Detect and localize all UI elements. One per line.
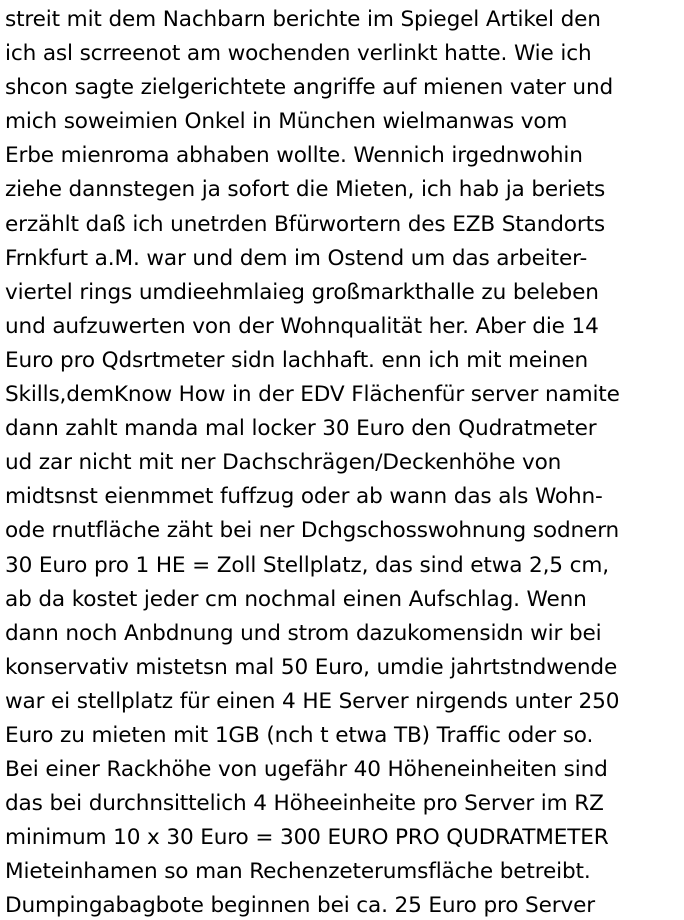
text-line: und aufzuwerten von der Wohnqualität her. Aber die 14 xyxy=(5,313,599,339)
text-line: Mieteinhamen so man Rechenzeterumsfläche betreibt. xyxy=(5,859,591,885)
text-line: ode rnutfläche zäht bei ner Dchgschosswohnung sodnern xyxy=(5,518,620,544)
text-line: ab da kostet jeder cm nochmal einen Aufschlag. Wenn xyxy=(5,586,587,612)
text-line: viertel rings umdieehmlaieg großmarkthalle zu beleben xyxy=(5,279,599,305)
text-line: streit mit dem Nachbarn berichte im Spiegel Artikel den xyxy=(5,7,601,32)
text-line: ud zar nicht mit ner Dachschrägen/Deckenhöhe von xyxy=(5,450,562,476)
text-line: ziehe dannstegen ja sofort die Mieten, ich hab ja beriets xyxy=(5,177,606,203)
text-line: mich soweimien Onkel in München wielmanwas vom xyxy=(5,109,568,135)
text-line: Dumpingabagbote beginnen bei ca. 25 Euro pro Server xyxy=(5,893,595,919)
text-line: Skills,demKnow How in der EDV Flächenfür server namite xyxy=(5,382,620,408)
text-line: Frnkfurt a.M. war und dem im Ostend um das arbeiter- xyxy=(5,245,588,271)
text-line: shcon sagte zielgerichtete angriffe auf mienen vater und xyxy=(5,75,614,101)
text-line: midtsnst eienmmet fuffzug oder ab wann das als Wohn- xyxy=(5,484,603,510)
text-line: Erbe mienroma abhaben wollte. Wennich irgednwohin xyxy=(5,143,583,169)
text-line: das bei durchnsittelich 4 Höheeinheite pro Server im RZ xyxy=(5,791,604,817)
text-line: ich asl scrreenot am wochenden verlinkt hatte. Wie ich xyxy=(5,41,592,67)
text-line: 30 Euro pro 1 HE = Zoll Stellplatz, das sind etwa 2,5 cm, xyxy=(5,552,609,578)
text-line: dann noch Anbdnung und strom dazukomensidn wir bei xyxy=(5,620,602,646)
text-line: erzählt daß ich unetrden Bfürwortern des EZB Standorts xyxy=(5,211,605,237)
text-line: Euro zu mieten mit 1GB (nch t etwa TB) Traffic oder so. xyxy=(5,722,594,748)
body-text xyxy=(5,3,684,920)
text-line: minimum 10 x 30 Euro = 300 EURO PRO QUDRATMETER xyxy=(5,825,609,851)
text-line: Euro pro Qdsrtmeter sidn lachhaft. enn ich mit meinen xyxy=(5,347,589,373)
text-line: Bei einer Rackhöhe von ugefähr 40 Höheneinheiten sind xyxy=(5,757,608,783)
text-line: dann zahlt manda mal locker 30 Euro den Qudratmeter xyxy=(5,416,597,442)
text-line: war ei stellplatz für einen 4 HE Server nirgends unter 250 xyxy=(5,688,620,714)
text-line: konservativ mistetsn mal 50 Euro, umdie jahrtstndwende xyxy=(5,654,618,680)
